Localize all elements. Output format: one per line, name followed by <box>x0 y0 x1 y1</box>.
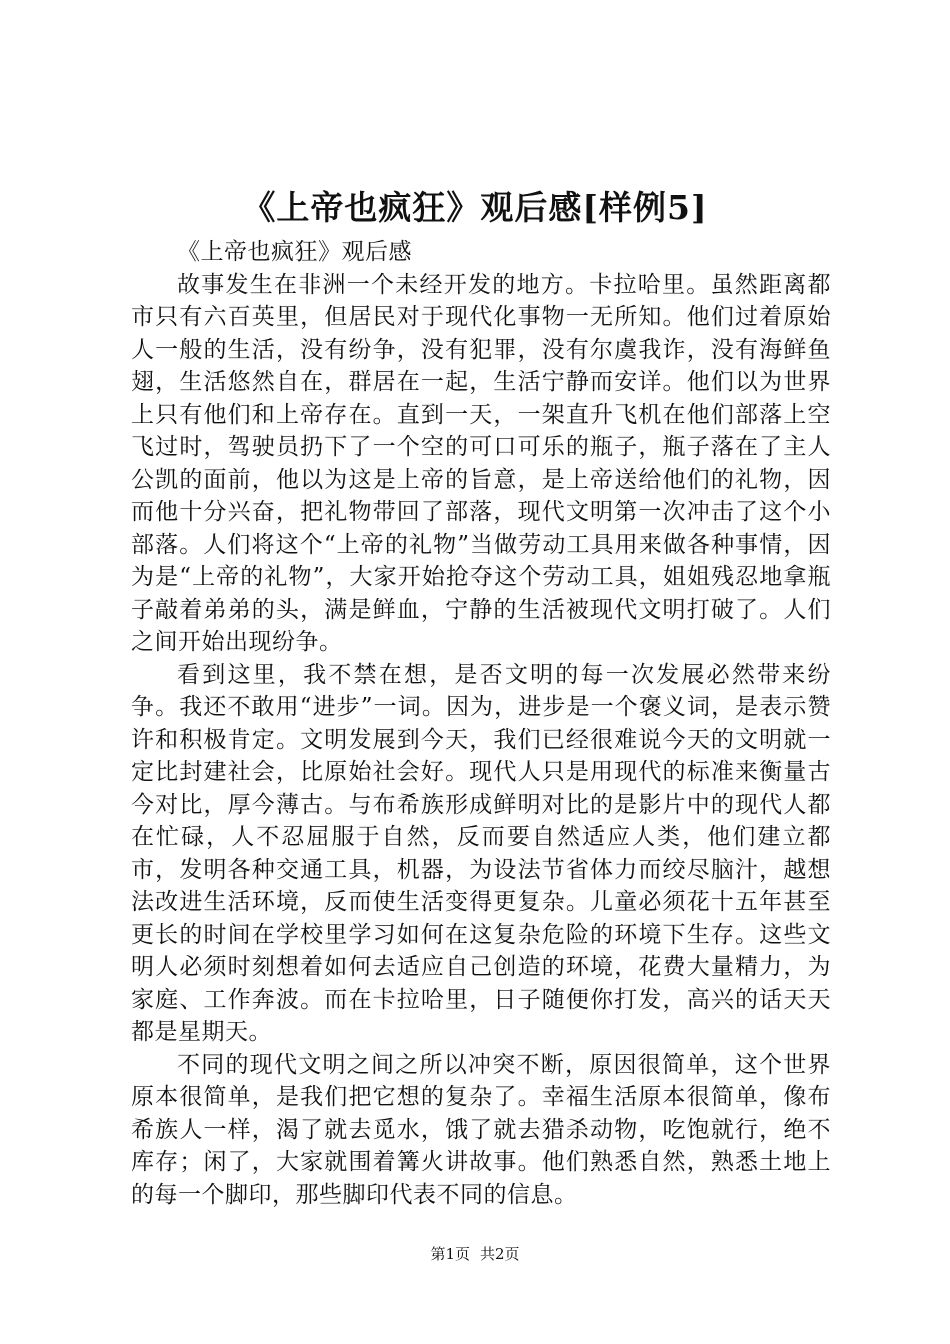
body-paragraph-2: 看到这里，我不禁在想，是否文明的每一次发展必然带来纷争。我还不敢用“进步”一词。因为，进步是一个褒义词，是表示赞许和积极肯定。文明发展到今天，我们已经很难说今天的文明就一定比封建社会，比原始社会好。现代人只是用现代的标准来衡量古今对比，厚今薄古。与布希族形成鲜明对比的是影片中的现代人都在忙碌，人不忍屈服于自然，反而要自然适应人类，他们建立都市，发明各种交通工具，机器，为设法节省体力而绞尽脑汁，越想法改进生活环境，反而使生活变得更复杂。儿童必须花十五年甚至更长的时间在学校里学习如何在这复杂危险的环境下生存。这些文明人必须时刻想着如何去适应自己创造的环境，花费大量精力，为家庭、工作奔波。而在卡拉哈里，日子随便你打发，高兴的话天天都是星期天。 <box>131 661 831 1045</box>
body-paragraph-1: 故事发生在非洲一个未经开发的地方。卡拉哈里。虽然距离都市只有六百英里，但居民对于现代化事物一无所知。他们过着原始人一般的生活，没有纷争，没有犯罪，没有尔虞我诈，没有海鲜鱼翅，生活悠然自在，群居在一起，生活宁静而安详。他们以为世界上只有他们和上帝存在。直到一天，一架直升飞机在他们部落上空飞过时，驾驶员扔下了一个空的可口可乐的瓶子，瓶子落在了主人公凯的面前，他以为这是上帝的旨意，是上帝送给他们的礼物，因而他十分兴奋，把礼物带回了部落，现代文明第一次冲击了这个小部落。人们将这个“上帝的礼物”当做劳动工具用来做各种事情，因为是“上帝的礼物”，大家开始抢夺这个劳动工具，姐姐残忍地拿瓶子敲着弟弟的头，满是鲜血，宁静的生活被现代文明打破了。人们之间开始出现纷争。 <box>131 271 831 655</box>
document-body <box>131 236 831 1211</box>
page-total: 共2页 <box>480 1245 520 1263</box>
page-footer <box>0 1244 950 1264</box>
subtitle-paragraph: 《上帝也疯狂》观后感 <box>177 239 412 265</box>
body-paragraph-3: 不同的现代文明之间之所以冲突不断，原因很简单，这个世界原本很简单，是我们把它想的复杂了。幸福生活原本很简单，像布希族人一样，渴了就去觅水，饿了就去猎杀动物，吃饱就行，绝不库存；闲了，大家就围着篝火讲故事。他们熟悉自然，熟悉土地上的每一个脚印，那些脚印代表不同的信息。 <box>131 1051 831 1208</box>
page-number: 第1页 <box>430 1245 470 1263</box>
document-title: 《上帝也疯狂》观后感[样例5] <box>242 188 708 227</box>
